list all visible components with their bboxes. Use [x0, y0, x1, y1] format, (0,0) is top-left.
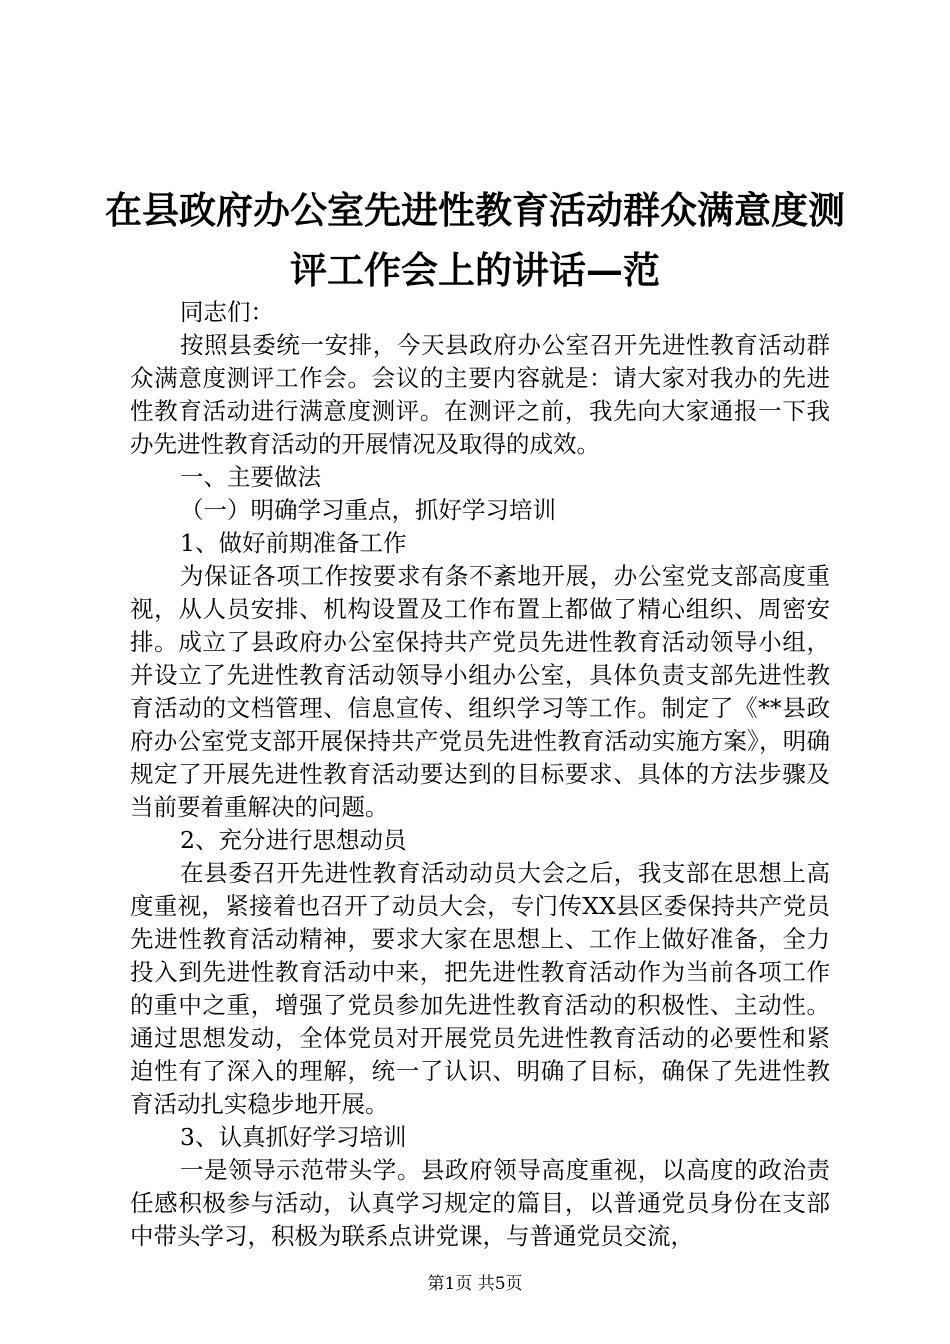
salutation: 同志们：: [180, 298, 274, 326]
body-paragraph: 为保证各项工作按要求有条不紊地开展，办公室党支部高度重视，从人员安排、机构设置及工作布置上都做了精心组织、周密安排。成立了县政府办公室保持共产党员先进性教育活动领导小组，并设立了先进性教育活动领导小组办公室，具体负责支部先进性教育活动的文档管理、信息宣传、组织学习等工作。制定了《**县政府办公室党支部开展保持共产党员先进性教育活动实施方案》，明确规定了开展先进性教育活动要达到的目标要求、具体的方法步骤及当前要着重解决的问题。: [130, 562, 830, 821]
intro-paragraph: 按照县委统一安排，今天县政府办公室召开先进性教育活动群众满意度测评工作会。会议的主要内容就是：请大家对我办的先进性教育活动进行满意度测评。在测评之前，我先向大家通报一下我办先进性教育活动的开展情况及取得的成效。: [130, 331, 830, 458]
body-paragraph: 一是领导示范带头学。县政府领导高度重视，以高度的政治责任感积极参与活动，认真学习规定的篇目，以普通党员身份在支部中带头学习，积极为联系点讲党课，与普通党员交流，: [130, 1156, 830, 1250]
document-title-line-1: 在县政府办公室先进性教育活动群众满意度测: [105, 188, 845, 232]
body-paragraph: 在县委召开先进性教育活动动员大会之后，我支部在思想上高度重视，紧接着也召开了动员大会，专门传XX县区委保持共产党员先进性教育活动精神，要求大家在思想上、工作上做好准备，全力投入到先进性教育活动中来，把先进性教育活动作为当前各项工作的重中之重，增强了党员参加先进性教育活动的积极性、主动性。通过思想发动，全体党员对开展党员先进性教育活动的必要性和紧迫性有了深入的理解，统一了认识、明确了目标，确保了先进性教育活动扎实稳步地开展。: [130, 859, 830, 1118]
item-heading: 1、做好前期准备工作: [180, 529, 407, 557]
subsection-heading: （一）明确学习重点，抓好学习培训: [180, 496, 556, 524]
document-body: [130, 296, 830, 1253]
item-heading: 3、认真抓好学习培训: [180, 1123, 407, 1151]
item-heading: 2、充分进行思想动员: [180, 826, 407, 854]
page-footer: 第1页 共5页: [427, 1274, 523, 1294]
document-title-line-2: 评工作会上的讲话—范: [290, 248, 660, 292]
section-heading: 一、主要做法: [180, 463, 321, 491]
